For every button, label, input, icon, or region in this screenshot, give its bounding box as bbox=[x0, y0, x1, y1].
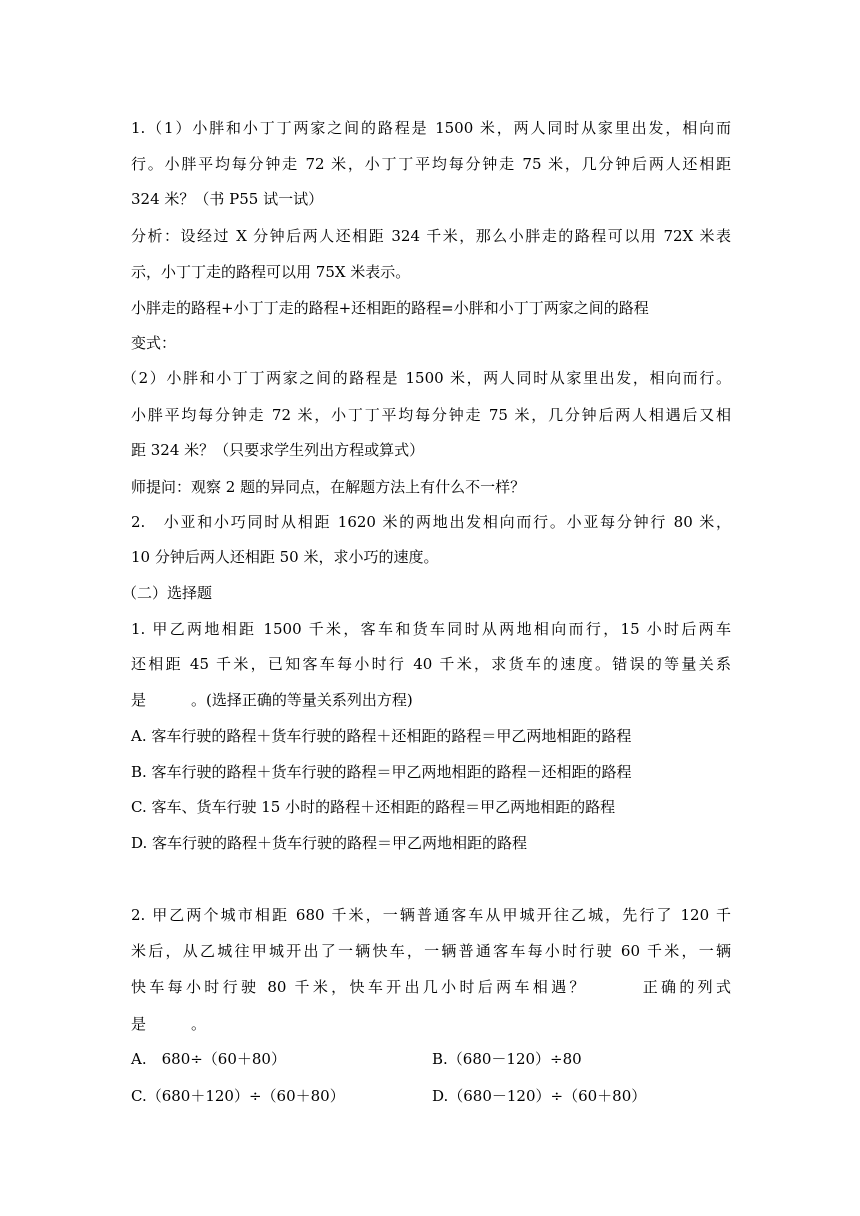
choice-q1-option-a: A. 客车行驶的路程＋货车行驶的路程＋还相距的路程＝甲乙两地相距的路程 bbox=[131, 727, 632, 745]
problem2-line-2: 10 分钟后两人还相距 50 米，求小巧的速度。 bbox=[131, 548, 439, 566]
problem1-part2-line-2: 小胖平均每分钟走 72 米，小丁丁平均每分钟走 75 米，几分钟后两人相遇后又相 bbox=[131, 406, 731, 424]
choice-q1-option-b: B. 客车行驶的路程＋货车行驶的路程＝甲乙两地相距的路程－还相距的路程 bbox=[131, 763, 632, 781]
choice-q2-option-b: B.（680－120）÷80 bbox=[432, 1050, 582, 1068]
choice-q1-line-1: 1. 甲乙两地相距 1500 千米，客车和货车同时从两地相向而行，15 小时后两车 bbox=[131, 620, 731, 638]
choice-q1-option-c: C. 客车、货车行驶 15 小时的路程＋还相距的路程＝甲乙两地相距的路程 bbox=[131, 798, 616, 816]
choice-q1-line-2: 还相距 45 千米，已知客车每小时行 40 千米，求货车的速度。错误的等量关系 bbox=[131, 655, 731, 673]
problem1-part2-line-3: 距 324 米？（只要求学生列出方程或算式） bbox=[131, 441, 425, 459]
problem1-line-3: 324 米？（书 P55 试一试） bbox=[131, 190, 324, 208]
choice-q2-line-4: 是 。 bbox=[131, 1015, 207, 1033]
choice-q2-line-3: 快车每小时行驶 80 千米，快车开出几小时后两车相遇？ 正确的列式 bbox=[131, 978, 731, 996]
choice-q1-line-3: 是 。(选择正确的等量关系列出方程) bbox=[131, 691, 413, 709]
choice-q2-option-c: C.（680＋120）÷（60＋80） bbox=[131, 1087, 345, 1105]
choice-q1-option-d: D. 客车行驶的路程＋货车行驶的路程＝甲乙两地相距的路程 bbox=[131, 834, 528, 852]
problem1-line-2: 行。小胖平均每分钟走 72 米，小丁丁平均每分钟走 75 米，几分钟后两人还相距 bbox=[131, 155, 731, 173]
analysis-line-2: 示，小丁丁走的路程可以用 75X 米表示。 bbox=[131, 263, 411, 281]
problem2-line-1: 2. 小亚和小巧同时从相距 1620 米的两地出发相向而行。小亚每分钟行 80 米， bbox=[131, 513, 731, 531]
teacher-question: 师提问：观察 2 题的异同点，在解题方法上有什么不一样？ bbox=[131, 478, 526, 496]
variant-label: 变式： bbox=[131, 334, 177, 352]
problem1-line-1: 1.（1）小胖和小丁丁两家之间的路程是 1500 米，两人同时从家里出发，相向而 bbox=[131, 119, 731, 137]
relation-line: 小胖走的路程+小丁丁走的路程+还相距的路程=小胖和小丁丁两家之间的路程 bbox=[131, 299, 649, 317]
choice-q2-line-1: 2. 甲乙两个城市相距 680 千米，一辆普通客车从甲城开往乙城，先行了 120 千 bbox=[131, 906, 731, 924]
section-heading: （二）选择题 bbox=[122, 584, 213, 602]
choice-q2-option-d: D.（680－120）÷（60＋80） bbox=[432, 1087, 647, 1105]
choice-q2-option-a: A. 680÷（60＋80） bbox=[131, 1050, 286, 1068]
analysis-line-1: 分析：设经过 X 分钟后两人还相距 324 千米，那么小胖走的路程可以用 72X 米表 bbox=[131, 227, 731, 245]
problem1-part2-line-1: （2）小胖和小丁丁两家之间的路程是 1500 米，两人同时从家里出发，相向而行。 bbox=[122, 369, 731, 387]
choice-q2-line-2: 米后，从乙城往甲城开出了一辆快车，一辆普通客车每小时行驶 60 千米，一辆 bbox=[131, 942, 731, 960]
